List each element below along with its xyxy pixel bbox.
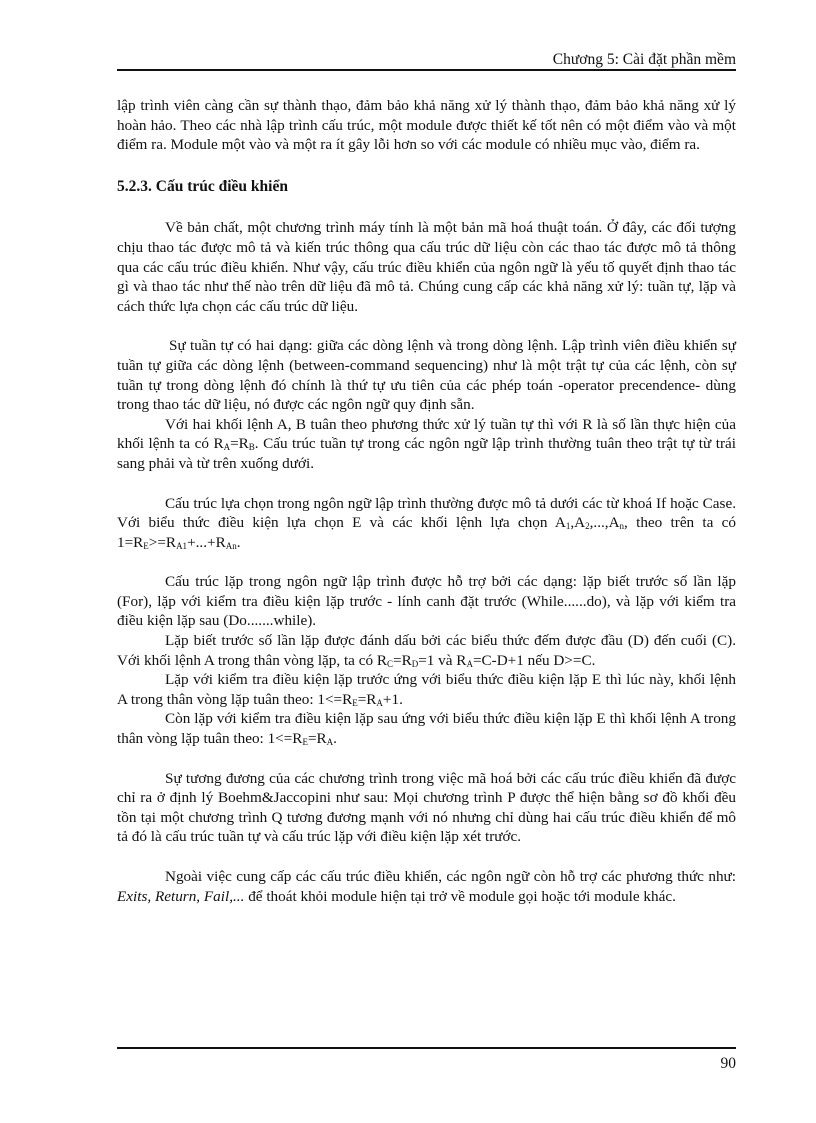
header-rule bbox=[117, 69, 736, 71]
paragraph-1: Về bản chất, một chương trình máy tính là một bản mã hoá thuật toán. Ở đây, các đối tượng chịu thao tác được mô tả và kiến trúc thông qua cấu trúc dữ liệu còn các thao tác được mô tả thông qua các cấu trúc điều khiển. Như vậy, cấu trúc điều khiển của ngôn ngữ là yếu tố quyết định thao tác gì và thao tác như thế nào trên dữ liệu đã mô tả. Chúng cung cấp các khả năng xử lý: tuần tự, lặp và cách thức lựa chọn các cấu trúc dữ liệu. bbox=[117, 219, 736, 315]
paragraph-4: Cấu trúc lựa chọn trong ngôn ngữ lập trình thường được mô tả dưới các từ khoá If hoặc Case. Với biểu thức điều kiện lựa chọn E và các khối lệnh lựa chọn $A_1,A_2,...,A_n$, theo trên ta có $1=R_E>=R_{A1}+...+R_{An}$. bbox=[117, 494, 736, 551]
paragraph-3: Với hai khối lệnh A, B tuân theo phương thức xử lý tuần tự thì với R là số lần thực hiện của khối lệnh ta có $R_A=R_B$. Cấu trúc tuần tự trong các ngôn ngữ lập trình thường tuân theo trật tự từ trái sang phải và từ trên xuống dưới. bbox=[117, 415, 736, 472]
intro-paragraph: lập trình viên càng cần sự thành thạo, đảm bảo khả năng xử lý thành thạo, đảm bảo khả năng xử lý hoàn hảo. Theo các nhà lập trình cấu trúc, một module được thiết kế tốt nên có một điểm vào và một điểm ra. Module một vào và một ra ít gây lỗi hơn so với các module có nhiều mục vào, điểm ra. bbox=[117, 97, 736, 154]
paragraph-6: Lặp biết trước số lần lặp được đánh dấu bởi các biểu thức đếm được đầu (D) đến cuối (C). Với khối lệnh A trong thân vòng lặp, ta có $R_C=R_D=1$ và $R_A=C-D+1$ nếu D>=C. bbox=[117, 632, 736, 669]
paragraph-10: Ngoài việc cung cấp các cấu trúc điều khiển, các ngôn ngữ còn hỗ trợ các phương thức như: Exits, Return, Fail,... để thoát khỏi module hiện tại trở về module gọi hoặc tới module khác. bbox=[117, 868, 736, 905]
chapter-header: Chương 5: Cài đặt phần mềm bbox=[552, 51, 736, 68]
paragraph-7: Lặp với kiểm tra điều kiện lặp trước ứng với biểu thức điều kiện lặp E thì lúc này, khối lệnh A trong thân vòng lặp tuân theo: $1<=R_E=R_A+1$. bbox=[117, 671, 736, 708]
paragraph-5: Cấu trúc lặp trong ngôn ngữ lập trình được hỗ trợ bởi các dạng: lặp biết trước số lần lặp (For), lặp với kiểm tra điều kiện lặp trước - lính canh đặt trước (While......do), và lặp với kiểm tra điều kiện lặp sau (Do.......while). bbox=[117, 573, 736, 630]
paragraph-9: Sự tương đương của các chương trình trong việc mã hoá bởi các cấu trúc điều khiển đã được chỉ ra ở định lý Boehm&Jaccopini như sau: Mọi chương trình P được thể hiện bằng sơ đồ khối đều tồn tại một chương trình Q tương đương mạnh với nó nhưng chỉ dùng hai cấu trúc điều khiển để mô tả đó là cấu trúc tuần tự và cấu trúc lặp với điều kiện lặp xét trước. bbox=[117, 769, 736, 846]
page-number: 90 bbox=[720, 1055, 736, 1072]
page-content bbox=[117, 96, 736, 906]
paragraph-2: Sự tuần tự có hai dạng: giữa các dòng lệnh và trong dòng lệnh. Lập trình viên điều khiển sự tuần tự giữa các dòng lệnh (between-command sequencing) như là một trật tự của các lệnh, còn sự tuần tự trong dòng lệnh đó chính là thứ tự ưu tiên của các phép toán -operator precendence- dùng trong thao tác dữ liệu, nó được các ngôn ngữ quy định sẵn. bbox=[117, 337, 736, 414]
footer-rule bbox=[117, 1047, 736, 1049]
paragraph-8: Còn lặp với kiểm tra điều kiện lặp sau ứng với biểu thức điều kiện lặp E thì khối lệnh A trong thân vòng lặp tuân theo: $1<=R_E=R_A$. bbox=[117, 710, 736, 748]
section-heading: 5.2.3. Cấu trúc điều khiển bbox=[117, 177, 288, 195]
